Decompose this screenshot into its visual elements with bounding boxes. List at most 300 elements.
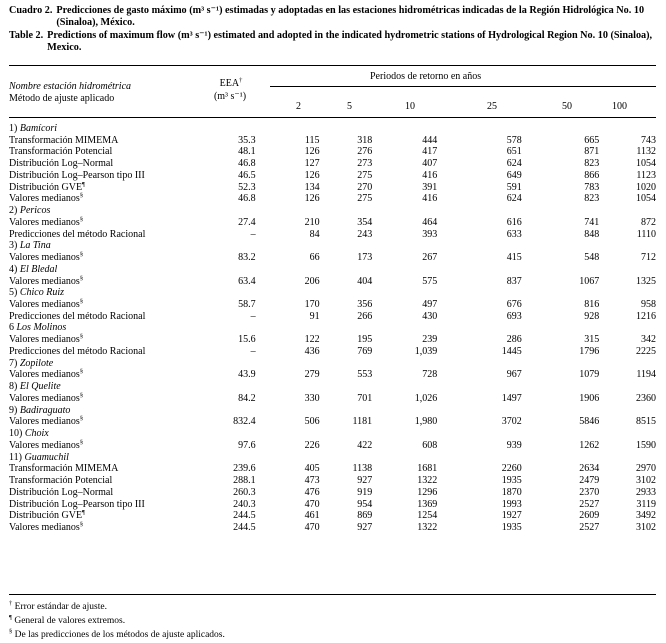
eea-cell: 83.2 <box>238 252 256 264</box>
station-heading <box>9 358 599 370</box>
eea-cell: 52.3 <box>238 181 256 193</box>
table-row <box>9 510 656 522</box>
method-label: Valores medianos <box>9 216 80 228</box>
station-heading <box>9 405 599 417</box>
value-cell: 318 <box>357 134 373 146</box>
station-name: Los Molinos <box>16 322 67 334</box>
station-number: 6 <box>9 322 14 334</box>
eea-cell: 43.9 <box>238 369 256 381</box>
value-cell: 417 <box>422 146 438 158</box>
value-cell: 1870 <box>501 486 522 498</box>
value-cell: 126 <box>304 193 320 205</box>
value-cell: 1296 <box>417 486 438 498</box>
header-period-5: 5 <box>347 101 352 112</box>
value-cell: 405 <box>304 463 320 475</box>
footnote-mark: § <box>9 628 13 636</box>
spacer-cell <box>256 182 273 194</box>
method-label: Predicciones del método Racional <box>9 345 146 357</box>
value-cell: 2609 <box>579 510 600 522</box>
footnote <box>9 614 225 628</box>
method-footnote-mark: ¶ <box>82 509 85 517</box>
table-row <box>9 252 656 264</box>
station-heading <box>9 240 599 252</box>
value-cell: 354 <box>357 216 373 228</box>
station-name: El Bledal <box>19 263 58 275</box>
eea-cell: 239.6 <box>233 463 256 475</box>
value-cell: 1254 <box>417 510 438 522</box>
value-cell: 1079 <box>579 369 600 381</box>
value-cell: 1906 <box>579 392 600 404</box>
station-row <box>9 358 656 370</box>
spacer-cell <box>256 393 273 405</box>
spacer-cell <box>256 252 273 264</box>
method-label: Predicciones del método Racional <box>9 310 146 322</box>
spacer-cell <box>256 135 273 147</box>
station-name: El Quelite <box>19 381 61 393</box>
table-row <box>9 416 656 428</box>
value-cell: 1262 <box>579 439 600 451</box>
method-label: Valores medianos <box>9 252 80 264</box>
method-cell <box>9 299 200 311</box>
method-cell <box>9 193 200 205</box>
method-cell <box>9 510 200 522</box>
table-row <box>9 522 656 534</box>
data-table-body <box>9 123 656 534</box>
value-cell: 1194 <box>636 369 656 381</box>
spacer-cell <box>256 487 273 499</box>
value-cell: 3702 <box>501 416 522 428</box>
value-cell: 127 <box>304 158 320 170</box>
station-heading <box>9 322 599 334</box>
top-rule <box>9 65 656 66</box>
eea-cell: 260.3 <box>233 486 256 498</box>
method-cell <box>9 311 200 323</box>
eea-cell: 15.6 <box>238 334 256 346</box>
station-row <box>9 322 656 334</box>
value-cell: 823 <box>584 158 600 170</box>
value-cell: 210 <box>304 216 320 228</box>
station-row <box>9 205 656 217</box>
station-number: 10) <box>9 428 23 440</box>
eea-cell: 35.3 <box>238 134 256 146</box>
spacer-cell <box>256 463 273 475</box>
value-cell: 3492 <box>636 510 656 522</box>
value-cell: 927 <box>357 475 373 487</box>
method-cell <box>9 135 200 147</box>
value-cell: 470 <box>304 498 320 510</box>
station-heading <box>9 123 599 135</box>
method-label: Valores medianos <box>9 439 80 451</box>
method-footnote-mark: § <box>79 333 84 341</box>
value-cell: 330 <box>304 392 320 404</box>
value-cell: 712 <box>641 252 656 264</box>
value-cell: 239 <box>422 334 438 346</box>
method-label: Valores medianos <box>9 392 80 404</box>
value-cell: 616 <box>506 216 522 228</box>
method-label: Valores medianos <box>9 416 80 428</box>
table-row <box>9 369 656 381</box>
station-number: 5) <box>9 287 18 299</box>
station-number: 8) <box>9 381 18 393</box>
table-row <box>9 311 656 323</box>
value-cell: 134 <box>304 181 320 193</box>
station-heading <box>9 428 599 440</box>
value-cell: 848 <box>584 228 600 240</box>
value-cell: 407 <box>422 158 438 170</box>
value-cell: 578 <box>506 134 522 146</box>
data-table <box>9 123 656 534</box>
eea-cell: 244.5 <box>233 521 256 533</box>
value-cell: 286 <box>506 334 522 346</box>
method-cell <box>9 393 200 405</box>
method-label: Transformación Potencial <box>9 146 113 158</box>
table-row <box>9 170 656 182</box>
value-cell: 958 <box>641 299 656 311</box>
value-cell: 444 <box>422 134 438 146</box>
value-cell: 1497 <box>501 392 522 404</box>
value-cell: 266 <box>357 310 373 322</box>
value-cell: 769 <box>357 345 373 357</box>
value-cell: 1,026 <box>414 392 438 404</box>
method-footnote-mark: § <box>79 251 84 259</box>
table-row <box>9 299 656 311</box>
spacer-cell <box>256 217 273 229</box>
value-cell: 783 <box>584 181 600 193</box>
method-label: Valores medianos <box>9 275 80 287</box>
method-footnote-mark: § <box>79 368 84 376</box>
value-cell: 651 <box>506 146 522 158</box>
footnote <box>9 600 225 614</box>
station-name: Zopilote <box>19 357 54 369</box>
value-cell: 939 <box>506 439 522 451</box>
value-cell: 2933 <box>636 486 656 498</box>
method-footnote-mark: § <box>79 274 84 282</box>
caption-spanish-label: Cuadro 2. <box>9 5 53 16</box>
spacer-cell <box>256 522 273 534</box>
header-rule <box>9 117 656 118</box>
value-cell: 66 <box>309 252 320 264</box>
value-cell: 122 <box>304 334 320 346</box>
table-row <box>9 158 656 170</box>
header-period-100: 100 <box>612 101 627 112</box>
value-cell: 872 <box>641 216 656 228</box>
value-cell: 1138 <box>352 463 373 475</box>
caption-english-label: Table 2. <box>9 29 44 41</box>
header-return-periods: Periodos de retorno en años <box>370 71 482 82</box>
value-cell: 84 <box>309 228 320 240</box>
spacer-cell <box>256 346 273 358</box>
station-number: 4) <box>9 263 18 275</box>
eea-cell: 48.1 <box>238 146 256 158</box>
value-cell: 954 <box>357 498 373 510</box>
eea-cell: 27.4 <box>238 216 256 228</box>
station-number: 9) <box>9 404 18 416</box>
value-cell: 676 <box>506 299 522 311</box>
value-cell: 548 <box>584 252 600 264</box>
value-cell: 5846 <box>579 416 600 428</box>
table-row <box>9 475 656 487</box>
eea-cell: 46.8 <box>238 158 256 170</box>
value-cell: 170 <box>304 299 320 311</box>
footnote <box>9 628 225 642</box>
value-cell: 1110 <box>636 228 656 240</box>
footnote-text: De las predicciones de los métodos de ajuste aplicados. <box>14 630 225 641</box>
value-cell: 1325 <box>636 275 656 287</box>
method-footnote-mark: § <box>79 298 84 306</box>
value-cell: 243 <box>357 228 373 240</box>
method-cell <box>9 487 200 499</box>
station-number: 1) <box>9 123 18 134</box>
header-method: Método de ajuste aplicado <box>9 93 115 104</box>
footnote-text: Error estándar de ajuste. <box>14 602 107 612</box>
method-footnote-mark: § <box>79 415 84 423</box>
value-cell: 2370 <box>579 486 600 498</box>
station-row <box>9 452 656 464</box>
method-label: Distribución Log–Pearson tipo III <box>9 498 145 510</box>
value-cell: 115 <box>304 134 320 146</box>
value-cell: 497 <box>422 299 438 311</box>
method-footnote-mark: § <box>79 438 84 446</box>
value-cell: 476 <box>304 486 320 498</box>
method-cell <box>9 440 200 452</box>
value-cell: 3102 <box>636 521 656 533</box>
method-cell <box>9 334 200 346</box>
value-cell: 1796 <box>579 345 600 357</box>
method-label: Valores medianos <box>9 334 80 346</box>
value-cell: 837 <box>506 275 522 287</box>
eea-cell: 63.4 <box>238 275 256 287</box>
value-cell: 665 <box>584 134 600 146</box>
method-cell <box>9 416 200 428</box>
eea-cell: 46.8 <box>238 193 256 205</box>
spacer-cell <box>256 416 273 428</box>
value-cell: 1054 <box>636 158 656 170</box>
method-cell <box>9 146 200 158</box>
value-cell: 273 <box>357 158 373 170</box>
value-cell: 8515 <box>636 416 656 428</box>
method-cell <box>9 158 200 170</box>
station-row <box>9 381 656 393</box>
value-cell: 649 <box>506 169 522 181</box>
method-cell <box>9 499 200 511</box>
value-cell: 816 <box>584 299 600 311</box>
header-period-10: 10 <box>405 101 415 112</box>
value-cell: 506 <box>304 416 320 428</box>
eea-cell: 832.4 <box>233 416 256 428</box>
station-number: 2) <box>9 205 18 217</box>
value-cell: 226 <box>304 439 320 451</box>
value-cell: 3119 <box>636 498 656 510</box>
method-label: Predicciones del método Racional <box>9 228 146 240</box>
value-cell: 3102 <box>636 475 656 487</box>
value-cell: 701 <box>357 392 373 404</box>
station-name: Guamuchil <box>24 451 69 463</box>
table-row <box>9 276 656 288</box>
spacer-cell <box>256 475 273 487</box>
value-cell: 624 <box>506 193 522 205</box>
station-number: 7) <box>9 357 18 369</box>
spacer-cell <box>256 510 273 522</box>
station-name: La Tina <box>19 240 51 252</box>
eea-cell: – <box>250 310 256 322</box>
value-cell: 275 <box>357 193 373 205</box>
station-row <box>9 287 656 299</box>
eea-cell: – <box>250 228 256 240</box>
value-cell: 2479 <box>579 475 600 487</box>
method-label: Distribución Log–Normal <box>9 486 114 498</box>
header-eea-label: EEA <box>219 78 240 89</box>
station-number: 11) <box>9 451 22 463</box>
value-cell: 1322 <box>417 521 438 533</box>
value-cell: 342 <box>641 334 656 346</box>
value-cell: 919 <box>357 486 373 498</box>
station-row <box>9 123 656 135</box>
value-cell: 693 <box>506 310 522 322</box>
value-cell: 967 <box>506 369 522 381</box>
method-label: Transformación MIMEMA <box>9 463 119 475</box>
header-station-name: Nombre estación hidrométrica <box>9 81 132 92</box>
value-cell: 126 <box>304 146 320 158</box>
table-row <box>9 193 656 205</box>
value-cell: 1369 <box>417 498 438 510</box>
return-periods-rule <box>270 86 656 87</box>
method-label: Valores medianos <box>9 193 80 205</box>
value-cell: 173 <box>357 252 373 264</box>
value-cell: 608 <box>422 439 438 451</box>
eea-cell: 46.5 <box>238 169 256 181</box>
footnote-text: General de valores extremos. <box>14 616 126 627</box>
value-cell: 927 <box>357 521 373 533</box>
method-label: Distribución Log–Pearson tipo III <box>9 169 145 181</box>
station-row <box>9 264 656 276</box>
station-heading <box>9 205 599 217</box>
footnote-mark: ¶ <box>9 614 12 622</box>
caption-english <box>9 30 659 55</box>
footnote-mark: † <box>9 600 13 607</box>
header-period-25: 25 <box>487 101 497 112</box>
value-cell: 1935 <box>501 475 522 487</box>
bottom-rule <box>9 594 656 595</box>
value-cell: 1681 <box>417 463 438 475</box>
method-label: Valores medianos <box>9 299 80 311</box>
value-cell: 553 <box>357 369 373 381</box>
table-row <box>9 463 656 475</box>
value-cell: 1020 <box>636 181 656 193</box>
value-cell: 1181 <box>352 416 373 428</box>
table-row <box>9 346 656 358</box>
value-cell: 2527 <box>579 498 600 510</box>
method-cell <box>9 463 200 475</box>
value-cell: 404 <box>357 275 373 287</box>
value-cell: 1067 <box>579 275 600 287</box>
value-cell: 1935 <box>501 521 522 533</box>
value-cell: 275 <box>357 169 373 181</box>
value-cell: 195 <box>357 334 373 346</box>
station-number: 3) <box>9 240 18 252</box>
value-cell: 741 <box>584 216 600 228</box>
method-footnote-mark: ¶ <box>82 180 85 188</box>
table-row <box>9 499 656 511</box>
spacer-cell <box>256 369 273 381</box>
value-cell: 591 <box>506 181 522 193</box>
table-row <box>9 334 656 346</box>
spacer-cell <box>256 193 273 205</box>
method-label: Distribución GVE <box>9 181 83 193</box>
value-cell: 1322 <box>417 475 438 487</box>
eea-cell: 240.3 <box>233 498 256 510</box>
station-row <box>9 428 656 440</box>
value-cell: 728 <box>422 369 438 381</box>
value-cell: 416 <box>422 193 438 205</box>
value-cell: 869 <box>357 510 373 522</box>
method-cell <box>9 369 200 381</box>
method-label: Distribución GVE <box>9 510 83 522</box>
spacer-cell <box>256 440 273 452</box>
method-cell <box>9 276 200 288</box>
table-row <box>9 182 656 194</box>
spacer-cell <box>256 334 273 346</box>
table-row <box>9 393 656 405</box>
station-heading <box>9 264 599 276</box>
spacer-cell <box>256 311 273 323</box>
station-heading <box>9 287 599 299</box>
value-cell: 624 <box>506 158 522 170</box>
method-label: Transformación MIMEMA <box>9 134 119 146</box>
value-cell: 2634 <box>579 463 600 475</box>
value-cell: 871 <box>584 146 600 158</box>
value-cell: 1445 <box>501 345 522 357</box>
value-cell: 1993 <box>501 498 522 510</box>
value-cell: 1,039 <box>414 345 438 357</box>
spacer-cell <box>256 158 273 170</box>
station-row <box>9 240 656 252</box>
footnotes <box>9 600 225 643</box>
method-footnote-mark: § <box>79 391 84 399</box>
header-eea <box>214 78 248 90</box>
value-cell: 633 <box>506 228 522 240</box>
table-row <box>9 217 656 229</box>
method-cell <box>9 522 200 534</box>
method-footnote-mark: § <box>79 215 84 223</box>
station-name: Choix <box>24 428 49 440</box>
table-row <box>9 229 656 241</box>
value-cell: 2527 <box>579 521 600 533</box>
value-cell: 1054 <box>636 193 656 205</box>
table-row <box>9 135 656 147</box>
value-cell: 1123 <box>636 169 656 181</box>
value-cell: 91 <box>309 310 320 322</box>
value-cell: 391 <box>422 181 438 193</box>
value-cell: 1,980 <box>414 416 438 428</box>
caption-english-text: Predictions of maximum flow (m³ s⁻¹) estimated and adopted in the indicated hydrometric stations of Hydrological Region No. 10 (Sinaloa), Mexico. <box>47 29 653 54</box>
eea-cell: 244.5 <box>233 510 256 522</box>
value-cell: 206 <box>304 275 320 287</box>
eea-cell: – <box>250 345 256 357</box>
spacer-cell <box>256 229 273 241</box>
method-label: Valores medianos <box>9 369 80 381</box>
caption-spanish <box>9 5 659 30</box>
station-name: Chico Ruiz <box>19 287 65 299</box>
header-eea-mark: † <box>239 77 243 84</box>
method-label: Transformación Potencial <box>9 475 113 487</box>
method-cell <box>9 170 200 182</box>
value-cell: 1927 <box>501 510 522 522</box>
table-caption <box>9 5 659 55</box>
value-cell: 430 <box>422 310 438 322</box>
value-cell: 422 <box>357 439 373 451</box>
caption-spanish-text: Predicciones de gasto máximo (m³ s⁻¹) estimadas y adoptadas en las estaciones hidrométricas indicadas de la Región Hidrológica No. 10 (Sinaloa), México. <box>56 5 645 29</box>
method-footnote-mark: § <box>79 520 84 528</box>
